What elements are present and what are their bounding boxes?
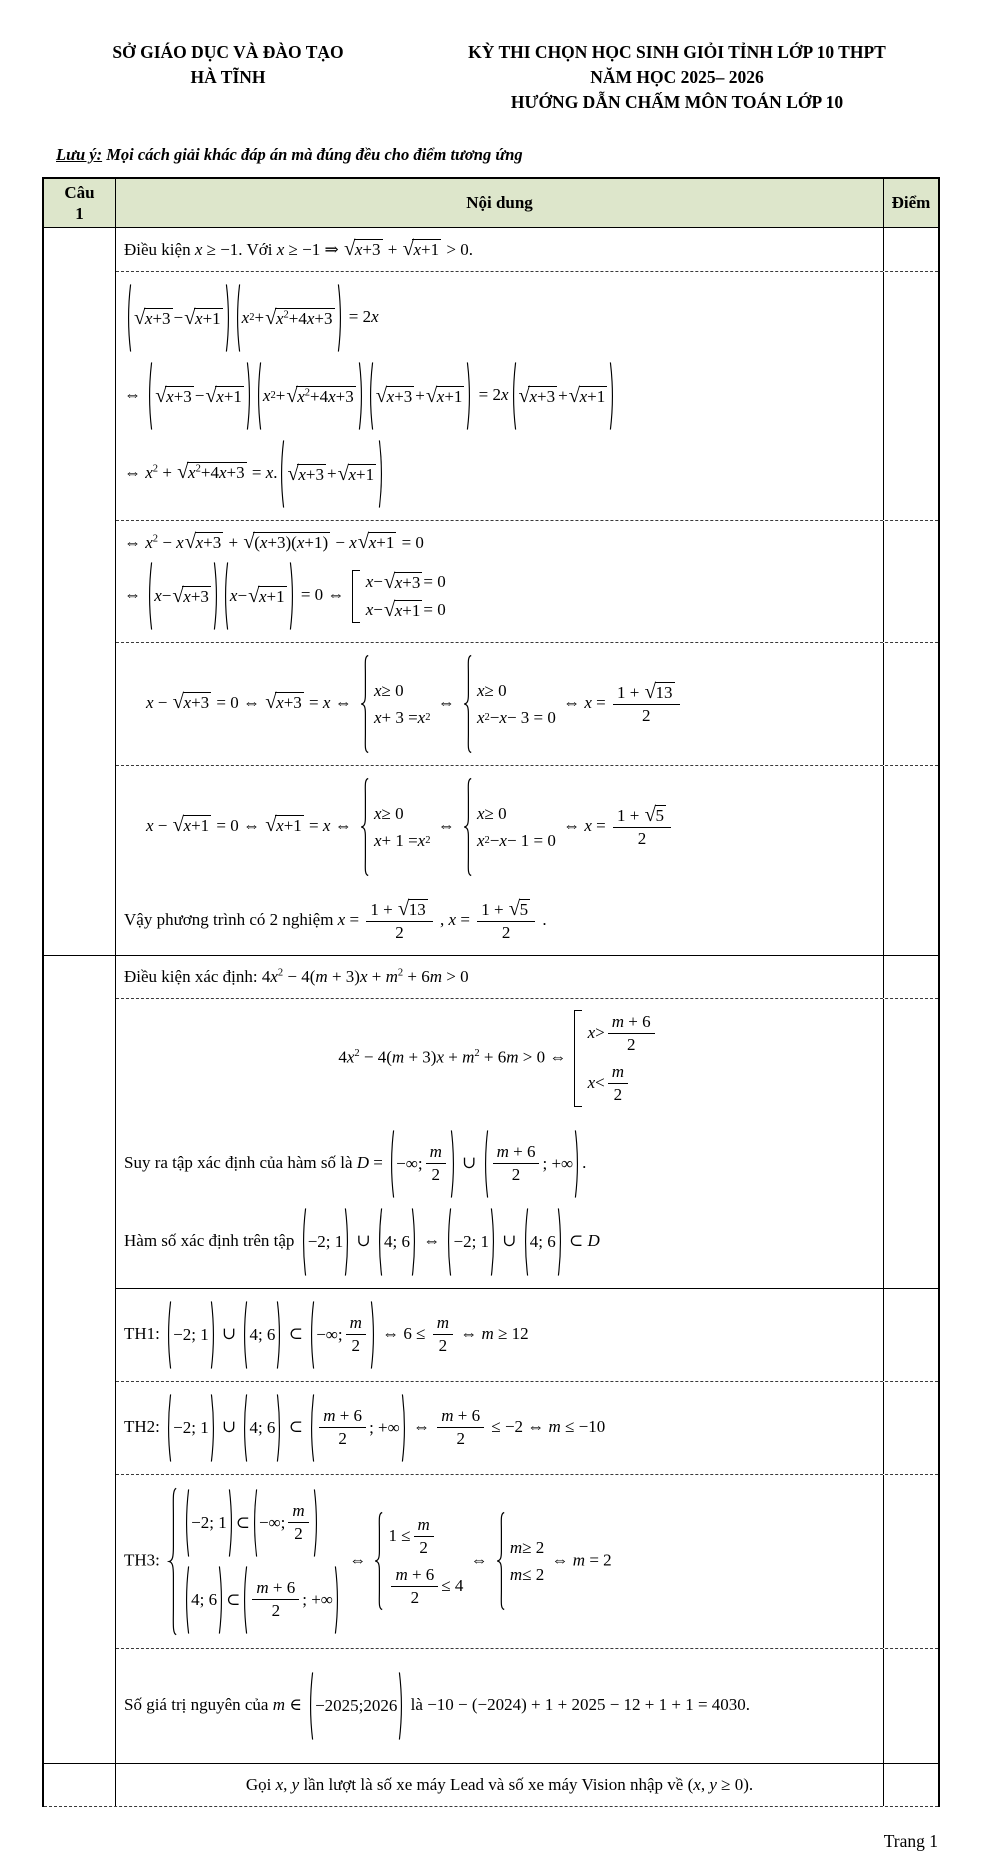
fraction: $\frac{m + 6}{2}$ [608,1012,655,1055]
content-cell [116,272,883,520]
right-paren-icon [246,361,253,431]
big-parens: √ x+3 + √ x+1 [367,361,474,431]
score-cell [883,999,938,1118]
math-line: Điều kiện xác định: $4x^2 - 4(m + 3)x + m^2 + 6m > 0$ [124,966,469,986]
table-section [116,228,938,954]
sqrt-radical: √ x+1 [568,384,606,407]
score-cell [883,1118,938,1288]
sqrt-radical: √ x+1 [205,384,242,407]
sqrt-radical: √ x+1 [383,598,421,621]
math-line: x − √ x+1 = 0 ⇔ √ x+1 = x ⇔ x ≥ 0 x + 1 = x 2 ⇔ x ≥ 0 x 2 − x − 1 = 0 ⇔ x = 1 + √ 5 2 [146,777,875,877]
left-paren-icon [165,1300,172,1370]
sqrt-radical: √ x+1 [248,584,285,607]
exam-subtitle: HƯỚNG DẪN CHẤM MÔN TOÁN LỚP 10 [510,91,844,112]
big-parens: √ x+3 + √ x+1 [278,439,385,509]
grading-note [56,145,940,165]
header-cell-noidung: Nội dung [116,179,883,228]
left-paren-icon [307,1671,314,1741]
sqrt-radical: √ x+3 [265,691,302,714]
content-cell [116,1118,883,1288]
big-parens: √ x+3 + √ x+1 [510,361,617,431]
right-paren-icon [289,561,296,631]
left-paren-icon [183,1488,190,1558]
left-paren-icon [388,1129,395,1199]
left-brace-icon [359,777,369,877]
sqrt-radical: √ x+3 [184,531,222,554]
sqrt-radical: √ x+3 [343,238,381,261]
fraction: $\frac{m}{2}$ [426,1142,446,1185]
content-cell [116,1649,883,1763]
table-header-row [44,179,938,229]
score-cell [883,1289,938,1381]
content-cell [116,888,883,954]
left-paren-icon [241,1300,248,1370]
left-paren-icon [445,1207,452,1277]
left-paren-icon [308,1300,315,1370]
big-parens: x − √ x+3 [146,561,220,631]
brace-system: −2; 1 ⊂ −∞; $\frac{m}{2}$ 4; 6 ⊂ $\frac{m + 6}{2}$ ; +∞ [167,1486,342,1637]
left-paren-icon [367,361,374,431]
table-row [116,521,938,643]
left-paren-icon [376,1207,383,1277]
right-paren-icon [401,1393,408,1463]
right-paren-icon [557,1207,564,1277]
right-paren-icon [411,1207,418,1277]
bracket-system: x > $\frac{m + 6}{2}$ x < $\frac{m}{2}$ [574,1010,658,1107]
big-parens: $\frac{m + 6}{2}$ ; +∞ [308,1393,408,1463]
right-paren-icon [210,1393,217,1463]
right-paren-icon [398,1671,405,1741]
table-row [116,1764,938,1806]
group-main [116,228,938,954]
big-parens: −∞; $\frac{m}{2}$ [388,1129,457,1199]
table-row [116,272,938,521]
exam-year: NĂM HỌC 2025– 2026 [590,66,764,87]
table-row [116,1118,938,1288]
left-brace-icon [359,654,369,754]
math-line: Vậy phương trình có 2 nghiệm x = 1 + √ 13 2 , x = 1 + √ 5 2 . [124,898,547,943]
big-parens: √ x+3 − √ x+1 [146,361,253,431]
table-section [116,1288,938,1763]
math-line: TH1: −2; 1 ∪ 4; 6 ⊂ −∞; $\frac{m}{2}$ ⇔ 6 ≤ $\frac{m}{2}$ ⇔ m ≥ 12 [124,1300,875,1370]
left-bracket-icon [352,570,360,623]
score-cell [883,766,938,888]
table-group [44,228,938,954]
math-line: Suy ra tập xác định của hàm số là D = −∞; $\frac{m}{2}$ ∪ $\frac{m + 6}{2}$ ; +∞ . [124,1129,875,1199]
score-cell [883,956,938,998]
math-line: Số giá trị nguyên của m ∈ −2025;2026 là −10 − (−2024) + 1 + 2025 − 12 + 1 + 1 = 4030. [124,1671,875,1741]
table-group [44,1763,938,1807]
left-paren-icon [251,1488,258,1558]
table-row [116,228,938,272]
big-parens: 4; 6 [376,1207,418,1277]
sqrt-radical: √ x+1 [337,462,375,485]
right-paren-icon [225,283,232,353]
sqrt-radical: √ x+1 [425,384,463,407]
math-line: Hàm số xác định trên tập −2; 1 ∪ 4; 6 ⇔ −2; 1 ∪ 4; 6 ⊂ D [124,1207,875,1277]
score-cell [883,228,938,271]
left-paren-icon [222,561,229,631]
note-text: Mọi cách giải khác đáp án mà đúng đều cho điểm tương ứng [102,144,523,164]
score-cell [883,1764,938,1806]
score-cell [883,1382,938,1474]
table-row [116,888,938,954]
math-line: ⇔ $x^2$ + √ $x^2+4x+3$ = x. √ x+3 + √ x+1 [124,439,875,509]
left-paren-icon [146,361,153,431]
content-cell [116,1289,883,1381]
left-brace-icon [495,1511,505,1611]
content-cell [116,643,883,765]
big-parens: x 2 + √ $x^2+4x+3$ [234,283,344,353]
fraction: $\frac{m + 6}{2}$ [391,1565,438,1608]
right-paren-icon [466,361,473,431]
table-row [116,1475,938,1649]
page-number: Trang 1 [883,1830,938,1851]
math-line: ⇔ √ x+3 − √ x+1 x 2 + √ $x^2+4x+3$ √ x+3 + √ x+1 = 2x √ x+3 + √ x+1 [124,361,875,431]
sqrt-radical: √ $x^2+4x+3$ [177,461,245,484]
sqrt-radical: √ (x+3)(x+1) [243,531,329,554]
sqrt-radical: √ x+3 [518,384,556,407]
big-parens: −2; 1 [300,1207,352,1277]
fraction: $\frac{m}{2}$ [346,1313,366,1356]
content-cell [116,521,883,642]
big-parens: −∞; $\frac{m}{2}$ [308,1300,377,1370]
issuer-location: HÀ TĨNH [190,66,266,87]
left-brace-icon [373,1511,383,1611]
fraction: 1 + √ 5 2 [477,899,535,943]
score-cell [883,272,938,520]
big-parens: −2; 1 [183,1488,235,1558]
right-paren-icon [490,1207,497,1277]
right-paren-icon [344,1207,351,1277]
sqrt-radical: √ 13 [397,898,426,921]
math-line: TH2: −2; 1 ∪ 4; 6 ⊂ $\frac{m + 6}{2}$ ; +∞ ⇔ $\frac{m + 6}{2}$ ≤ −2 ⇔ m ≤ −10 [124,1393,875,1463]
table-row [116,999,938,1118]
table-section [116,1764,938,1806]
left-paren-icon [241,1393,248,1463]
content-cell [116,228,883,271]
letterhead [42,40,940,115]
brace-system: 1 ≤ $\frac{m}{2}$ $\frac{m + 6}{2}$ ≤ 4 [373,1511,463,1611]
left-paren-icon [165,1393,172,1463]
table-row [116,1382,938,1475]
right-paren-icon [378,439,385,509]
big-parens: x 2 + √ $x^2+4x+3$ [255,361,365,431]
big-parens: −2; 1 [165,1393,217,1463]
table-row [116,1289,938,1382]
exam-title: KỲ THI CHỌN HỌC SINH GIỎI TỈNH LỚP 10 THPT [468,42,886,62]
note-label: Lưu ý: [56,144,103,164]
issuer-block [42,40,414,90]
content-cell [116,956,883,998]
content-cell [116,1475,883,1648]
big-parens: $\frac{m + 6}{2}$ ; +∞ [482,1129,582,1199]
sqrt-radical: √ x+1 [265,814,302,837]
right-paren-icon [337,283,344,353]
fraction: $\frac{m + 6}{2}$ [437,1406,484,1449]
left-paren-icon [234,283,241,353]
brace-system: x ≥ 0 x + 1 = x 2 [359,777,431,877]
left-paren-icon [308,1393,315,1463]
sqrt-radical: √ x+3 [287,462,325,485]
fraction: $\frac{m + 6}{2}$ [493,1142,540,1185]
right-paren-icon [450,1129,457,1199]
group-main [116,956,938,1763]
answer-key-table [42,177,940,1807]
sqrt-radical: √ 5 [644,804,664,827]
math-line: TH3: −2; 1 ⊂ −∞; $\frac{m}{2}$ 4; 6 ⊂ $\frac{m + 6}{2}$ ; +∞ ⇔ 1 ≤ $\frac{m}{2}$ $\frac{m + 6}{2}$ ≤ 4 ⇔ m ≥ 2 m ≤ 2 ⇔ m = 2 [124,1486,875,1637]
fraction: 1 + √ 13 2 [613,682,679,726]
math-line: √ x+3 − √ x+1 x 2 + √ $x^2+4x+3$ = 2x [124,283,875,353]
sqrt-radical: √ x+1 [184,306,221,329]
sqrt-radical: √ 5 [508,898,529,921]
header-cau-line2: 1 [75,203,84,223]
issuer-name: SỞ GIÁO DỤC VÀ ĐÀO TẠO [112,42,344,62]
big-parens: −2; 1 [445,1207,497,1277]
math-line: $4x^2 - 4(m + 3)x + m^2 + 6m > 0$ ⇔ x > $\frac{m + 6}{2}$ x < $\frac{m}{2}$ [124,1010,875,1107]
sqrt-radical: √ x+1 [357,531,395,554]
question-number-cell [44,956,116,1763]
sqrt-radical: √ 13 [644,681,673,704]
left-paren-icon [241,1565,248,1635]
math-line: Gọi x, y lần lượt là số xe máy Lead và số xe máy Vision nhập về (x, y ≥ 0). [245,1774,754,1794]
right-paren-icon [313,1488,320,1558]
big-parens: 4; 6 [522,1207,564,1277]
sqrt-radical: √ x+1 [172,814,210,837]
left-paren-icon [255,361,262,431]
fraction: 1 + √ 5 2 [613,805,671,849]
right-paren-icon [218,1565,225,1635]
left-paren-icon [300,1207,307,1277]
left-bracket-icon [574,1010,582,1107]
score-cell [883,1649,938,1763]
header-cell-cau [44,179,116,228]
content-cell [116,766,883,888]
fraction: $\frac{m + 6}{2}$ [319,1406,366,1449]
fraction: $\frac{m}{2}$ [608,1062,628,1105]
right-paren-icon [370,1300,377,1370]
header-cau-line1: Câu [64,182,95,202]
content-cell [116,1764,883,1806]
content-cell [116,999,883,1118]
sqrt-radical: √ x+3 [172,691,210,714]
group-main [116,1764,938,1806]
fraction: $\frac{m}{2}$ [433,1313,453,1356]
table-row [116,1649,938,1763]
score-cell [883,521,938,642]
left-paren-icon [125,283,132,353]
big-parens: 4; 6 [183,1565,225,1635]
math-line: Điều kiện x ≥ −1. Với x ≥ −1 ⇒ √ x+3 + √ x+1 > 0. [124,238,473,261]
right-paren-icon [228,1488,235,1558]
math-line: x − √ x+3 = 0 ⇔ √ x+3 = x ⇔ x ≥ 0 x + 3 = x 2 ⇔ x ≥ 0 x 2 − x − 3 = 0 ⇔ x = 1 + √ 13 2 [146,654,875,754]
header-cell-diem: Điểm [883,179,938,228]
math-line: ⇔ x − √ x+3 x − √ x+1 = 0 ⇔ x − √ x+3 = 0 x − √ x+1 = 0 [124,561,875,631]
table-row [116,643,938,766]
big-parens: √ x+3 − √ x+1 [125,283,232,353]
left-paren-icon [278,439,285,509]
sqrt-radical: √ x+1 [402,238,440,261]
table-section [116,956,938,1288]
big-parens: −2; 1 [165,1300,217,1370]
big-parens: −2025;2026 [307,1671,405,1741]
left-paren-icon [482,1129,489,1199]
brace-system: x ≥ 0 x 2 − x − 1 = 0 [462,777,556,877]
brace-system: x ≥ 0 x + 3 = x 2 [359,654,431,754]
big-parens: 4; 6 [241,1300,283,1370]
table-row [116,956,938,999]
sqrt-radical: √ x+3 [375,384,413,407]
left-brace-icon [167,1486,177,1637]
right-paren-icon [334,1565,341,1635]
sqrt-radical: √ $x^2+4x+3$ [265,306,333,329]
right-paren-icon [213,561,220,631]
right-paren-icon [574,1129,581,1199]
left-brace-icon [462,654,472,754]
fraction: $\frac{m + 6}{2}$ [252,1578,299,1621]
question-number-cell [44,1764,116,1806]
score-cell [883,888,938,954]
left-brace-icon [462,777,472,877]
table-group [44,955,938,1763]
brace-system: x ≥ 0 x 2 − x − 3 = 0 [462,654,556,754]
right-paren-icon [276,1300,283,1370]
content-cell [116,1382,883,1474]
left-paren-icon [510,361,517,431]
sqrt-radical: √ x+3 [172,584,209,607]
table-groups [44,228,938,1807]
right-paren-icon [609,361,616,431]
exam-block [414,40,940,115]
bracket-system: x − √ x+3 = 0 x − √ x+1 = 0 [352,570,446,623]
left-paren-icon [146,561,153,631]
score-cell [883,643,938,765]
right-paren-icon [276,1393,283,1463]
brace-system: m ≥ 2 m ≤ 2 [495,1511,544,1611]
sqrt-radical: √ x+3 [383,570,421,593]
right-paren-icon [210,1300,217,1370]
left-paren-icon [183,1565,190,1635]
table-row [116,766,938,888]
score-cell [883,1475,938,1648]
left-paren-icon [522,1207,529,1277]
sqrt-radical: √ x+3 [134,306,171,329]
sqrt-radical: √ x+3 [155,384,192,407]
big-parens: x − √ x+1 [222,561,296,631]
big-parens: $\frac{m + 6}{2}$ ; +∞ [241,1565,341,1635]
big-parens: −∞; $\frac{m}{2}$ [251,1488,320,1558]
question-number-cell [44,228,116,954]
right-paren-icon [358,361,365,431]
big-parens: 4; 6 [241,1393,283,1463]
sqrt-radical: √ $x^2+4x+3$ [286,384,354,407]
fraction: $\frac{m}{2}$ [414,1515,434,1558]
fraction: 1 + √ 13 2 [366,899,432,943]
fraction: $\frac{m}{2}$ [288,1501,308,1544]
math-line: ⇔ $x^2 - x$ √ x+3 + √ (x+3)(x+1) − x √ x+1 = 0 [124,531,424,554]
